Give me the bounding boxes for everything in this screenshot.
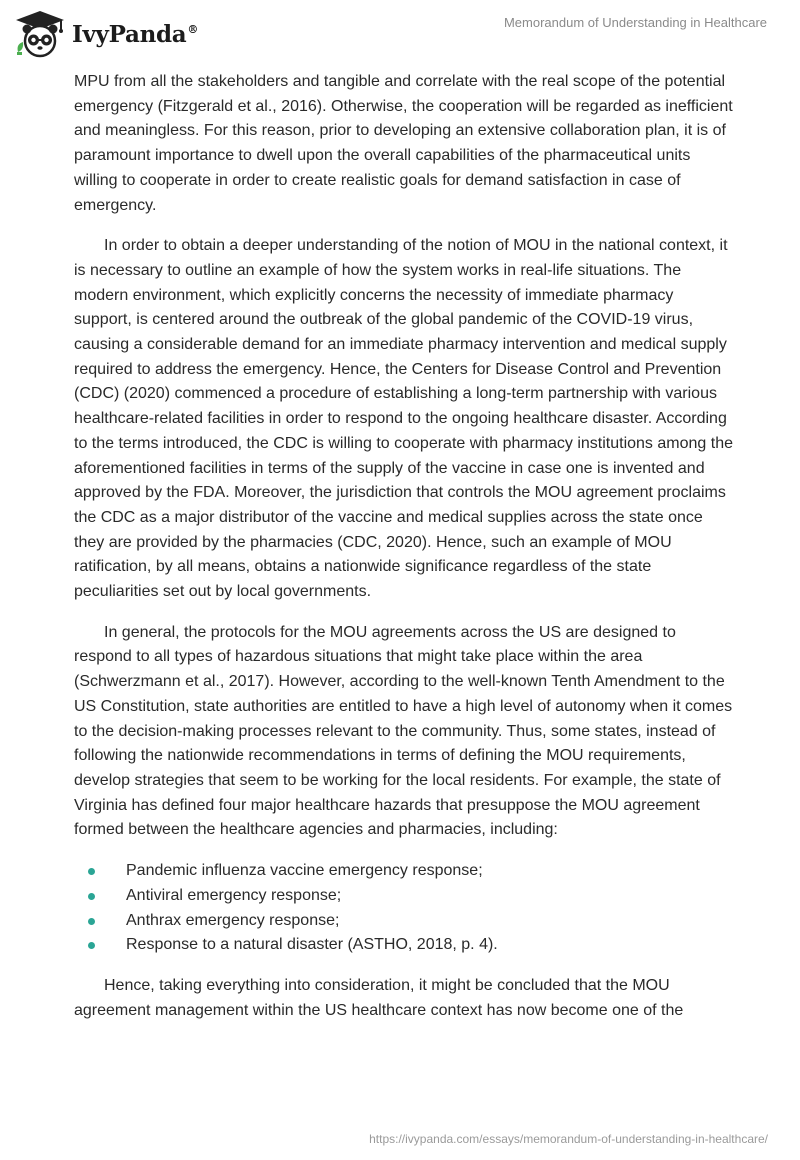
- page-header: [0, 0, 800, 72]
- bullet-dot-icon: [88, 942, 95, 949]
- list-item-text: Anthrax emergency response;: [126, 911, 340, 929]
- paragraph: Hence, taking everything into consideration, it might be concluded that the MOU agreement management within the US healthcare context has now become one of the: [74, 976, 684, 1019]
- paragraph: MPU from all the stakeholders and tangible and correlate with the real scope of the potential emergency (Fitzgerald et al., 2016). Otherwise, the cooperation will be regarded as inefficient and meaningless. For this reason, prior to developing an extensive collaboration plan, it is of paramount importance to dwell upon the overall capabilities of the pharmaceutical units willing to cooperate in order to create realistic goals for demand satisfaction in case of emergency.: [74, 73, 733, 214]
- hazard-list: [74, 859, 734, 958]
- bullet-dot-icon: [88, 918, 95, 925]
- brand-logo[interactable]: [14, 8, 198, 60]
- document-title: Memorandum of Understanding in Healthcare: [503, 15, 767, 30]
- list-item: [74, 859, 734, 884]
- source-url-link[interactable]: https://ivypanda.com/essays/memorandum-of-understanding-in-healthcare/: [369, 1132, 768, 1146]
- list-item: [74, 933, 734, 958]
- list-item-text: Response to a natural disaster (ASTHO, 2018, p. 4).: [126, 936, 498, 954]
- list-item: [74, 884, 734, 909]
- paragraph: In general, the protocols for the MOU agreements across the US are designed to respond to all types of hazardous situations that might take place within the area (Schwerzmann et al., 2017). However, according to the well-known Tenth Amendment to the US Constitution, state authorities are entitled to have a high level of autonomy when it comes to the decision-making processes relevant to the community. Thus, some states, instead of following the nationwide recommendations in terms of defining the MOU requirements, develop strategies that seem to be working for the local residents. For example, the state of Virginia has defined four major healthcare hazards that presuppose the MOU agreement formed between the healthcare agencies and pharmacies, including:: [74, 623, 733, 839]
- list-item-text: Antiviral emergency response;: [126, 886, 342, 904]
- list-item-text: Pandemic influenza vaccine emergency response;: [126, 862, 483, 880]
- list-item: [74, 909, 734, 934]
- bullet-dot-icon: [88, 893, 95, 900]
- paragraph: In order to obtain a deeper understanding of the notion of MOU in the national context, it is necessary to outline an example of how the system works in real-life situations. The modern environment, which explicitly concerns the necessity of immediate pharmacy support, is centered around the outbreak of the global pandemic of the COVID-19 virus, causing a considerable demand for an immediate pharmacy intervention and medical supply required to address the emergency. Hence, the Centers for Disease Control and Prevention (CDC) (2020) commenced a procedure of establishing a long-term partnership with various healthcare-related facilities in order to respond to the ongoing healthcare disaster. According to the terms introduced, the CDC is willing to cooperate with pharmacy institutions among the aforementioned facilities in terms of the supply of the vaccine in case one is invented and approved by the FDA. Moreover, the jurisdiction that controls the MOU agreement proclaims the CDC as a major distributor of the vaccine and medical supplies across the state once they are provided by the pharmacies (CDC, 2020). Hence, such an example of MOU ratification, by all means, obtains a nationwide significance regardless of the state peculiarities set out by local governments.: [74, 237, 733, 601]
- brand-name: IvyPanda®: [72, 20, 199, 48]
- panda-graduate-logo-icon: [14, 8, 66, 60]
- bullet-dot-icon: [88, 868, 95, 875]
- essay-body: [74, 70, 734, 1039]
